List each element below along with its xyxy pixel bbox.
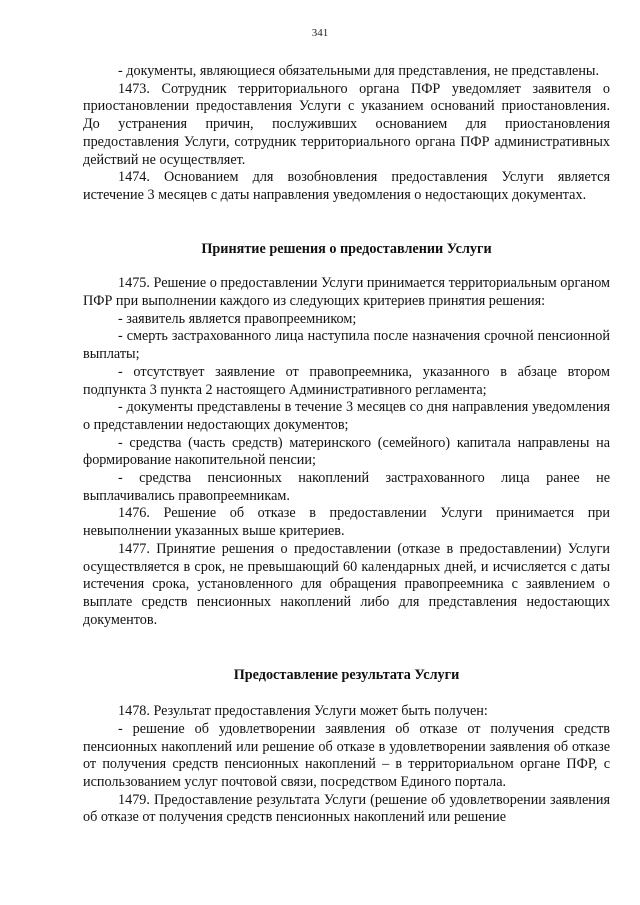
paragraph: 1478. Результат предоставления Услуги может быть получен: (118, 703, 488, 720)
list-item: - заявитель является правопреемником; (118, 310, 357, 327)
paragraph: 1475. Решение о предоставлении Услуги принимается территориальным органом ПФР при выполнении каждого из следующих критериев принятия решения: (83, 275, 610, 310)
list-item: - решение об удовлетворении заявления об отказе от получения средств пенсионных накоплений или решение об отказе в удовлетворении заявления об отказе от получения средств пенсионных накоплений – в территориальном органе ПФР, с использованием услуг почтовой связи, посредством Единого портала. (83, 720, 610, 790)
list-item: - средства (часть средств) материнского (семейного) капитала направлены на формирование накопительной пенсии; (83, 434, 610, 469)
list-item: - документы представлены в течение 3 месяцев со дня направления уведомления о представлении недостающих документов; (83, 399, 610, 433)
paragraph: 1476. Решение об отказе в предоставлении Услуги принимается при невыполнении указанных выше критериев. (83, 505, 610, 540)
section-heading: Предоставление результата Услуги (233, 667, 460, 684)
paragraph: 1477. Принятие решения о предоставлении (отказе в предоставлении) Услуги осуществляется в срок, не превышающий 60 календарных дней, и исчисляется с даты истечения срока, установленного для обращения правопреемника с заявлением о выплате средств пенсионных накоплений либо для представления недостающих документов. (83, 540, 610, 628)
list-item: - средства пенсионных накоплений застрахованного лица ранее не выплачивались правопреемникам. (83, 470, 610, 504)
paragraph: 1474. Основанием для возобновления предоставления Услуги является истечение 3 месяцев с даты направления уведомления о недостающих документах. (83, 169, 610, 203)
page-number: 341 (311, 27, 329, 39)
document-body (83, 63, 610, 827)
paragraph: - документы, являющиеся обязательными для представления, не представлены. (118, 63, 599, 79)
list-item: - смерть застрахованного лица наступила после назначения срочной пенсионной выплаты; (83, 328, 610, 363)
paragraph: 1479. Предоставление результата Услуги (решение об удовлетворении заявления об отказе от получения средств пенсионных накоплений или решение (83, 791, 610, 826)
section-heading: Принятие решения о предоставлении Услуги (201, 240, 492, 257)
list-item: - отсутствует заявление от правопреемника, указанного в абзаце втором подпункта 3 пункта 2 настоящего Административного регламента; (83, 363, 610, 398)
paragraph: 1473. Сотрудник территориального органа ПФР уведомляет заявителя о приостановлении предоставления Услуги с указанием оснований приостановления. До устранения причин, послуживших основанием для приостановления предоставления Услуги, сотрудник территориального органа ПФР административных действий не осуществляет. (83, 80, 610, 168)
